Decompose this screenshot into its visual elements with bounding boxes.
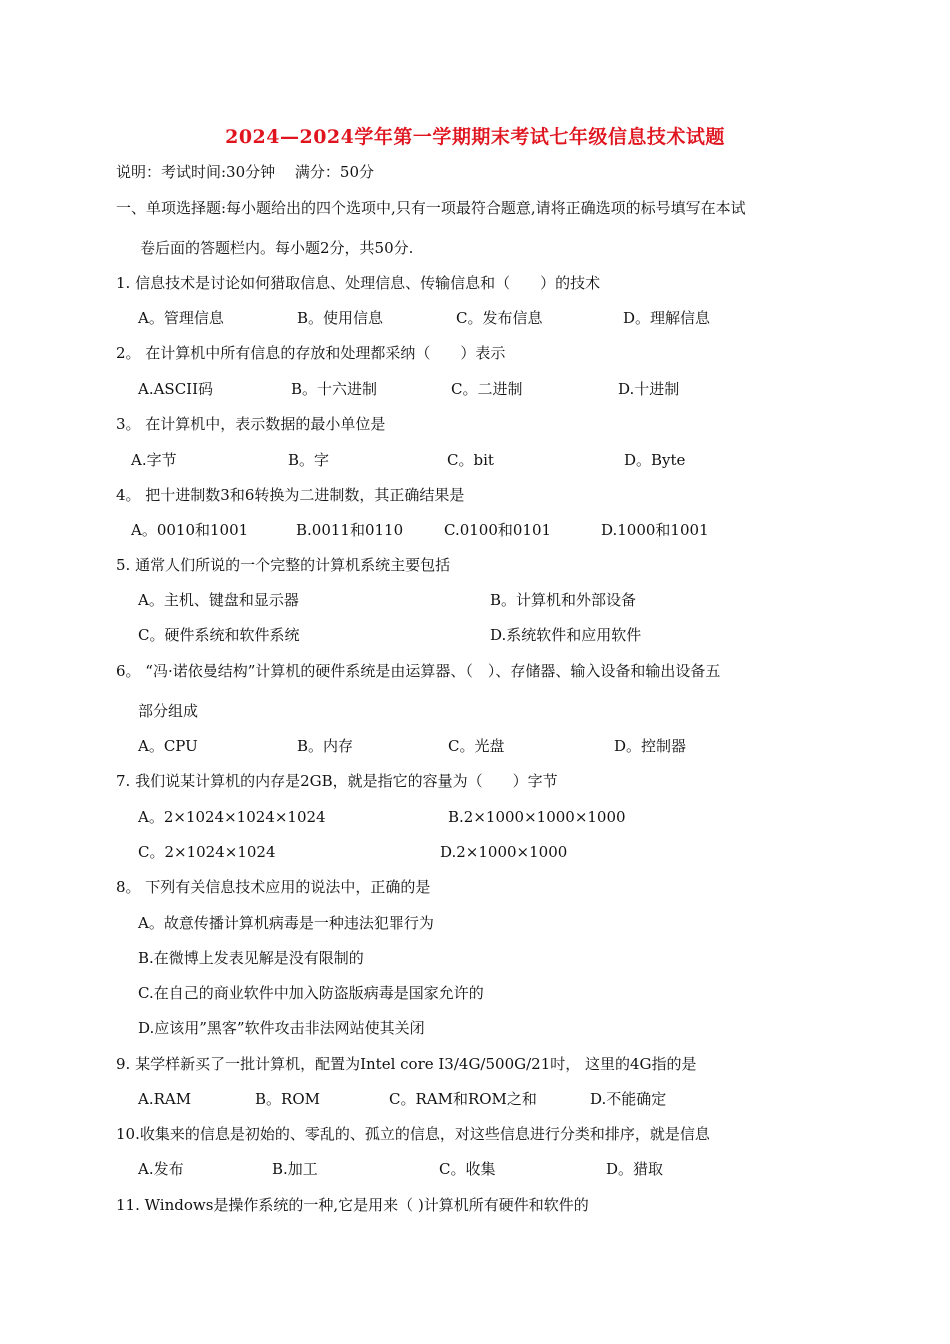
option-d: D。控制器 (614, 737, 687, 755)
section-heading: 一、单项选择题:每小题给出的四个选项中,只有一项最符合题意,请将正确选项的标号填写在本试 (116, 199, 746, 217)
option-d: D。理解信息 (623, 309, 711, 327)
option-d: D.十进制 (618, 380, 680, 398)
option-d: D.不能确定 (590, 1090, 667, 1108)
option-a: A.发布 (138, 1160, 184, 1178)
option-a: A.RAM (138, 1090, 192, 1108)
option-b: B。使用信息 (297, 309, 384, 327)
question-stem-cont: 部分组成 (138, 702, 199, 720)
option-d: D.系统软件和应用软件 (490, 626, 642, 644)
option-a: A。主机、键盘和显示器 (138, 591, 299, 609)
section-heading-cont: 卷后面的答题栏内。每小题2分，共50分. (140, 239, 414, 257)
option-c: C。光盘 (448, 737, 505, 755)
option-c: C。发布信息 (456, 309, 543, 327)
option-a: A.字节 (131, 451, 177, 469)
question-stem: 4。 把十进制数3和6转换为二进制数，其正确结果是 (116, 486, 465, 504)
option-b: B。字 (288, 451, 330, 469)
option-d: D。猎取 (606, 1160, 664, 1178)
option-d: D.2×1000×1000 (440, 843, 568, 861)
option-b: B.加工 (272, 1160, 318, 1178)
question-stem: 1. 信息技术是讨论如何猎取信息、处理信息、传输信息和（ ）的技术 (116, 274, 601, 292)
question-stem: 8。 下列有关信息技术应用的说法中，正确的是 (116, 878, 431, 896)
question-stem: 5. 通常人们所说的一个完整的计算机系统主要包括 (116, 556, 451, 574)
option-c: C.在自己的商业软件中加入防盗版病毒是国家允许的 (138, 984, 484, 1002)
question-stem: 9. 某学样新买了一批计算机，配置为Intel core I3/4G/500G/21吋， 这里的4G指的是 (116, 1055, 697, 1073)
option-c: C.0100和0101 (444, 521, 552, 539)
option-c: C。收集 (439, 1160, 496, 1178)
question-stem: 6。 “冯·诺依曼结构”计算机的硬件系统是由运算器、（ ）、存储器、输入设备和输出设备五 (116, 662, 721, 680)
option-a: A。故意传播计算机病毒是一种违法犯罪行为 (138, 914, 434, 932)
question-stem: 7. 我们说某计算机的内存是2GB，就是指它的容量为（ ）字节 (116, 772, 558, 790)
option-c: C。bit (447, 451, 494, 469)
question-stem: 2。 在计算机中所有信息的存放和处理都采纳（ ）表示 (116, 344, 506, 362)
option-a: A.ASCII码 (138, 380, 214, 398)
option-d: D.应该用”黑客”软件攻击非法网站使其关闭 (138, 1019, 425, 1037)
option-b: B.2×1000×1000×1000 (448, 808, 626, 826)
option-b: B。ROM (255, 1090, 320, 1108)
question-stem: 11. Windows是操作系统的一种,它是用来（ )计算机所有硬件和软件的 (116, 1196, 589, 1214)
option-c: C。硬件系统和软件系统 (138, 626, 300, 644)
option-d: D.1000和1001 (601, 521, 709, 539)
question-stem: 10.收集来的信息是初始的、零乱的、孤立的信息，对这些信息进行分类和排序，就是信息 (116, 1125, 710, 1143)
option-b: B。内存 (297, 737, 354, 755)
option-a: A。CPU (138, 737, 198, 755)
option-b: B.在微博上发表见解是没有限制的 (138, 949, 364, 967)
page-title: 2024—2024学年第一学期期末考试七年级信息技术试题 (225, 126, 725, 148)
option-c: C。二进制 (451, 380, 523, 398)
option-b: B。计算机和外部设备 (490, 591, 637, 609)
exam-note: 说明：考试时间:30分钟 满分：50分 (116, 163, 374, 181)
option-c: C。2×1024×1024 (138, 843, 276, 861)
option-a: A。2×1024×1024×1024 (138, 808, 326, 826)
option-c: C。RAM和ROM之和 (389, 1090, 537, 1108)
option-a: A。管理信息 (138, 309, 224, 327)
question-stem: 3。 在计算机中，表示数据的最小单位是 (116, 415, 386, 433)
option-b: B。十六进制 (291, 380, 378, 398)
option-a: A。0010和1001 (131, 521, 249, 539)
option-d: D。Byte (624, 451, 686, 469)
option-b: B.0011和0110 (296, 521, 404, 539)
